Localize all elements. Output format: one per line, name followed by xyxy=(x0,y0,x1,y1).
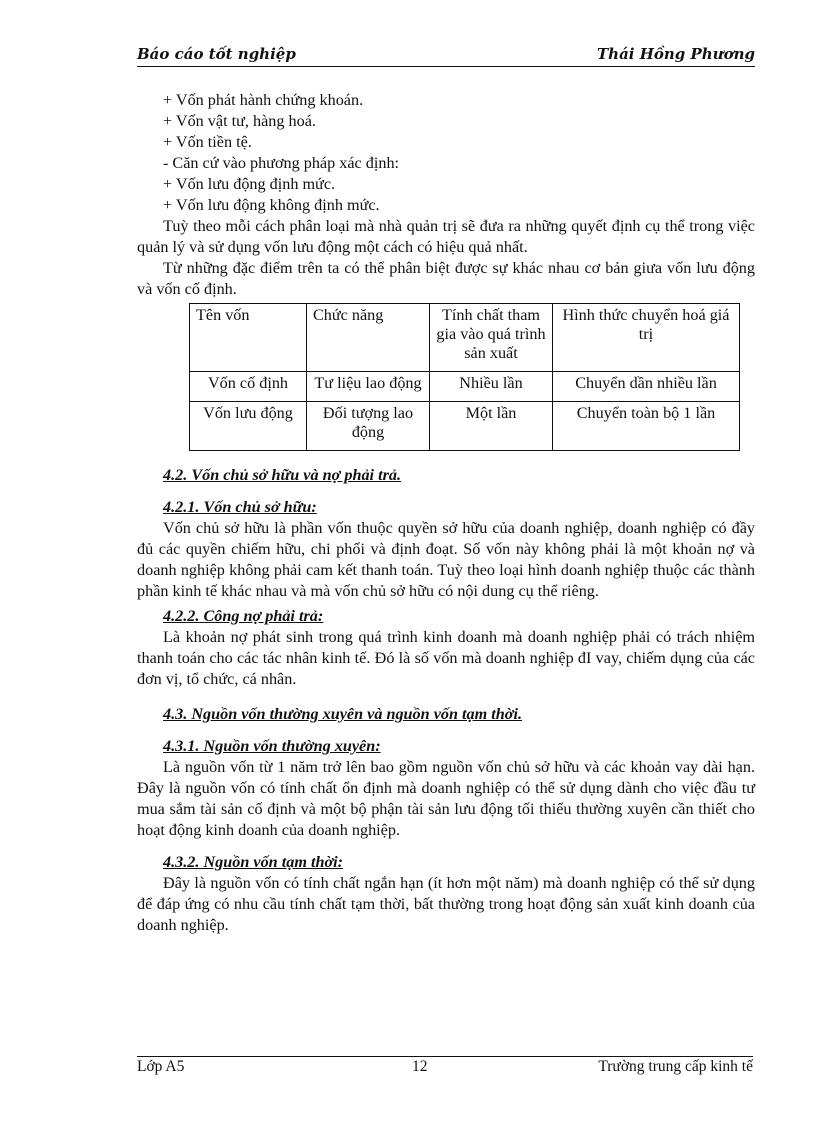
footer-class-name: Lớp A5 xyxy=(137,1058,185,1075)
section-heading-4-3: 4.3. Nguồn vốn thường xuyên và nguồn vốn tạm thời. xyxy=(163,705,522,723)
capital-comparison-table xyxy=(189,303,740,451)
table-cell: Chuyển toàn bộ 1 lần xyxy=(553,402,740,451)
table-header-cell: Tính chất tham gia vào quá trình sản xuất xyxy=(430,304,553,372)
table-header-row xyxy=(190,304,740,372)
table-header-cell: Hình thức chuyển hoá giá trị xyxy=(553,304,740,372)
header-author-name: Thái Hồng Phương xyxy=(597,45,755,63)
table-row xyxy=(190,372,740,402)
table-header-cell: Chức năng xyxy=(307,304,430,372)
subsection-heading-4-2-2: 4.2.2. Công nợ phải trả: xyxy=(163,607,324,625)
page-number: 12 xyxy=(412,1058,428,1075)
list-item: + Vốn lưu động không định mức. xyxy=(163,196,380,214)
table-cell: Nhiều lần xyxy=(430,372,553,402)
list-item: - Căn cứ vào phương pháp xác định: xyxy=(163,154,400,172)
table-cell: Chuyển dần nhiều lần xyxy=(553,372,740,402)
subsection-heading-4-3-2: 4.3.2. Nguồn vốn tạm thời: xyxy=(163,853,344,871)
paragraph-comparison-intro: Từ những đặc điểm trên ta có thể phân biệt được sự khác nhau cơ bản giưa vốn lưu động và vốn cố định. xyxy=(137,259,755,298)
footer-school-name: Trường trung cấp kinh tế xyxy=(598,1058,753,1075)
subsection-heading-4-3-1: 4.3.1. Nguồn vốn thường xuyên: xyxy=(163,737,381,755)
table-cell: Một lần xyxy=(430,402,553,451)
list-item: + Vốn phát hành chứng khoán. xyxy=(163,91,364,109)
list-item: + Vốn lưu động định mức. xyxy=(163,175,336,193)
page-footer xyxy=(137,1056,753,1075)
paragraph-4-3-2: Đây là nguồn vốn có tính chất ngắn hạn (ít hơn một năm) mà doanh nghiệp có thể sử dụng để đáp ứng có nhu cầu tính chất tạm thời, bất thường trong hoạt động sản xuất kinh doanh của doanh nghiệp. xyxy=(137,874,755,934)
table-cell: Đối tượng lao động xyxy=(307,402,430,451)
list-item: + Vốn tiền tệ. xyxy=(163,133,252,151)
page-header xyxy=(137,44,755,67)
table-header-cell: Tên vốn xyxy=(190,304,307,372)
paragraph-classification: Tuỳ theo mỗi cách phân loại mà nhà quản trị sẽ đưa ra những quyết định cụ thể trong việc quản lý và sử dụng vốn lưu động một cách có hiệu quả nhất. xyxy=(137,217,755,256)
page-content xyxy=(137,90,755,936)
list-item: + Vốn vật tư, hàng hoá. xyxy=(163,112,316,130)
section-heading-4-2: 4.2. Vốn chủ sở hữu và nợ phải trả. xyxy=(163,466,402,484)
table-cell: Tư liệu lao động xyxy=(307,372,430,402)
paragraph-4-2-1: Vốn chủ sở hữu là phần vốn thuộc quyền sở hữu của doanh nghiệp, doanh nghiệp có đầy đủ các quyền chiếm hữu, chi phối và định đoạt. Số vốn này không phải là một khoản nợ và doanh nghiệp không phải cam kết thanh toán. Tuỳ theo loại hình doanh nghiệp thuộc các thành phần kinh tế khác nhau và mà vốn chủ sở hữu có nội dung cụ thể riêng. xyxy=(137,519,755,600)
paragraph-4-3-1: Là nguồn vốn từ 1 năm trở lên bao gồm nguồn vốn chủ sở hữu và các khoản vay dài hạn. Đây là nguồn vốn có tính chất ổn định mà doanh nghiệp có thể sử dụng dành cho việc đầu tư mua sắm tài sản cố định và một bộ phận tài sản lưu động tối thiểu thường xuyên cần thiết cho hoạt động kinh doanh của doanh nghiệp. xyxy=(137,758,755,839)
paragraph-4-2-2: Là khoản nợ phát sinh trong quá trình kinh doanh mà doanh nghiệp phải có trách nhiệm thanh toán cho các tác nhân kinh tế. Đó là số vốn mà doanh nghiệp đI vay, chiếm dụng của các đơn vị, tổ chức, cá nhân. xyxy=(137,628,755,688)
header-report-title: Báo cáo tốt nghiệp xyxy=(137,45,296,63)
table-row xyxy=(190,402,740,451)
table-cell: Vốn lưu động xyxy=(190,402,307,451)
subsection-heading-4-2-1: 4.2.1. Vốn chủ sở hữu: xyxy=(163,498,317,516)
table-cell: Vốn cố định xyxy=(190,372,307,402)
